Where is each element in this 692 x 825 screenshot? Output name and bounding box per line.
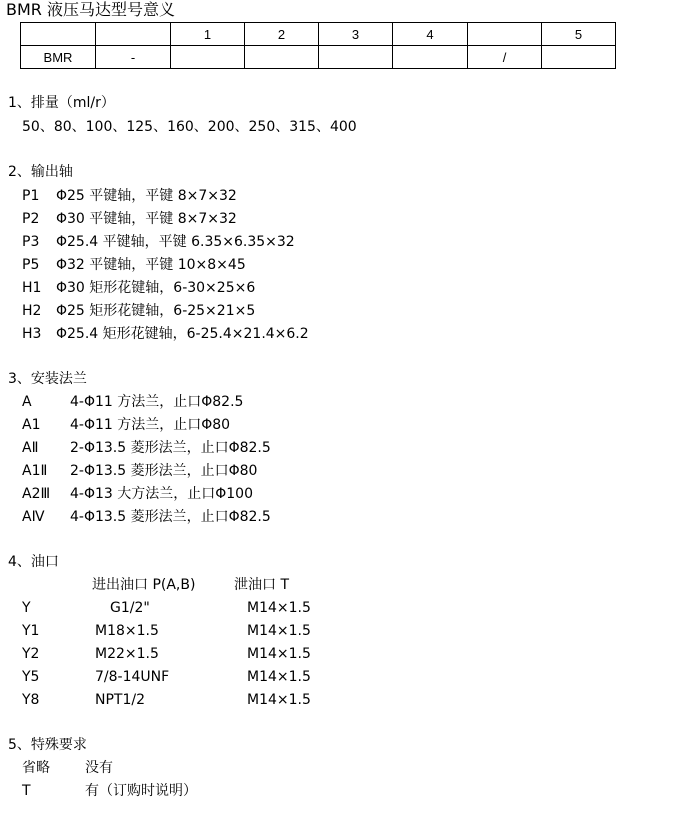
- shaft-code: P3: [22, 234, 40, 250]
- code-table-cell: [542, 46, 616, 69]
- code-table-cell: BMR: [21, 46, 96, 69]
- model-code-table: [20, 22, 616, 69]
- port-inout: M18×1.5: [95, 623, 159, 639]
- displacement-heading: 1、排量（ml/r）: [8, 95, 115, 111]
- code-table-cell: [245, 46, 319, 69]
- ports-heading: 4、油口: [8, 554, 59, 570]
- port-code: Y8: [22, 692, 40, 708]
- port-code: Y: [22, 600, 31, 616]
- displacement-values: 50、80、100、125、160、200、250、315、400: [22, 119, 357, 135]
- page-title: BMR 液压马达型号意义: [6, 0, 175, 19]
- flange-code: AⅣ: [22, 509, 45, 525]
- code-table-cell: [468, 23, 542, 46]
- code-table-cell: 1: [171, 23, 245, 46]
- shaft-code: H1: [22, 280, 42, 296]
- special-heading: 5、特殊要求: [8, 737, 87, 753]
- code-table-cell: 2: [245, 23, 319, 46]
- code-table-cell: -: [96, 46, 171, 69]
- code-table-cell: [21, 23, 96, 46]
- special-code: T: [22, 783, 31, 799]
- port-drain: M14×1.5: [247, 692, 311, 708]
- flange-code: A1: [22, 417, 41, 433]
- flange-code: A2Ⅲ: [22, 486, 51, 502]
- shaft-desc: Φ30 矩形花键轴，6-30×25×6: [56, 280, 256, 296]
- code-table-cell: 4: [393, 23, 468, 46]
- port-code: Y2: [22, 646, 40, 662]
- code-table-header-row: [21, 23, 616, 46]
- special-desc: 没有: [85, 760, 113, 776]
- flange-desc: 2-Φ13.5 菱形法兰，止口Φ80: [70, 463, 258, 479]
- port-drain: M14×1.5: [247, 669, 311, 685]
- shaft-desc: Φ32 平键轴，平键 10×8×45: [56, 257, 246, 273]
- flange-desc: 4-Φ13 大方法兰，止口Φ100: [70, 486, 253, 502]
- flange-code: A1Ⅱ: [22, 463, 48, 479]
- shaft-code: P5: [22, 257, 40, 273]
- port-inout: M22×1.5: [95, 646, 159, 662]
- flange-desc: 4-Φ13.5 菱形法兰，止口Φ82.5: [70, 509, 271, 525]
- shaft-code: P2: [22, 211, 40, 227]
- flange-heading: 3、安装法兰: [8, 371, 87, 387]
- shaft-desc: Φ30 平键轴，平键 8×7×32: [56, 211, 237, 227]
- port-drain: M14×1.5: [247, 646, 311, 662]
- shaft-heading: 2、输出轴: [8, 164, 73, 180]
- code-table-cell: [319, 46, 393, 69]
- code-table-cell: 3: [319, 23, 393, 46]
- code-table-value-row: [21, 46, 616, 69]
- shaft-desc: Φ25.4 矩形花键轴，6-25.4×21.4×6.2: [56, 326, 309, 342]
- shaft-code: P1: [22, 188, 40, 204]
- port-code: Y1: [22, 623, 40, 639]
- port-inout: NPT1/2: [95, 692, 145, 708]
- port-inout: G1/2": [110, 600, 150, 616]
- shaft-desc: Φ25 矩形花键轴，6-25×21×5: [56, 303, 256, 319]
- flange-desc: 4-Φ11 方法兰，止口Φ82.5: [70, 394, 244, 410]
- special-code: 省略: [22, 760, 50, 776]
- port-drain: M14×1.5: [247, 600, 311, 616]
- flange-code: A: [22, 394, 32, 410]
- code-table-cell: /: [468, 46, 542, 69]
- code-table-cell: 5: [542, 23, 616, 46]
- shaft-code: H3: [22, 326, 42, 342]
- port-drain: M14×1.5: [247, 623, 311, 639]
- flange-code: AⅡ: [22, 440, 39, 456]
- special-desc: 有（订购时说明）: [85, 783, 197, 799]
- flange-desc: 2-Φ13.5 菱形法兰，止口Φ82.5: [70, 440, 271, 456]
- code-table-cell: [96, 23, 171, 46]
- port-inout: 7/8-14UNF: [95, 669, 170, 685]
- port-code: Y5: [22, 669, 40, 685]
- code-table-cell: [393, 46, 468, 69]
- shaft-desc: Φ25 平键轴，平键 8×7×32: [56, 188, 237, 204]
- flange-desc: 4-Φ11 方法兰，止口Φ80: [70, 417, 231, 433]
- ports-col-drain: 泄油口 T: [234, 577, 290, 593]
- code-table-cell: [171, 46, 245, 69]
- shaft-code: H2: [22, 303, 42, 319]
- shaft-desc: Φ25.4 平键轴，平键 6.35×6.35×32: [56, 234, 295, 250]
- ports-col-inout: 进出油口 P(A,B): [92, 577, 196, 593]
